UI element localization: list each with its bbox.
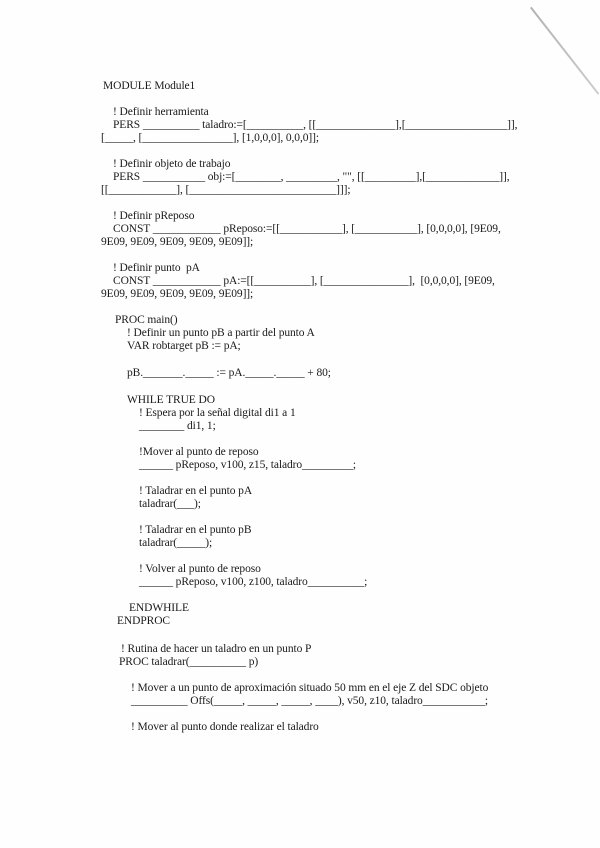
code-line: ! Mover a un punto de aproximación situado 50 mm en el eje Z del SDC objeto: [131, 682, 489, 694]
code-line: ! Espera por la señal digital di1 a 1: [139, 407, 296, 419]
code-line: WHILE TRUE DO: [127, 394, 215, 406]
code-line: PERS __________ taladro:=[__________, [[______________],[__________________]],: [113, 119, 518, 131]
code-line: taladrar(___);: [139, 498, 201, 510]
code-line: MODULE Module1: [103, 80, 196, 92]
code-line: CONST ____________ pA:=[[__________], [_______________], [0,0,0,0], [9E09,: [113, 275, 495, 287]
code-line: 9E09, 9E09, 9E09, 9E09, 9E09]];: [101, 288, 254, 300]
code-line: ! Mover al punto donde realizar el taladro: [131, 721, 319, 733]
code-line: PROC taladrar(__________ p): [119, 656, 259, 668]
code-line: ! Definir herramienta: [113, 106, 209, 118]
code-line: ! Taladrar en el punto pA: [139, 485, 253, 497]
code-line: __________ Offs(_____, _____, _____, ____), v50, z10, taladro___________;: [131, 695, 488, 707]
code-line: pB._______._____ := pA._____._____ + 80;: [127, 367, 331, 379]
code-line: ______ pReposo, v100, z100, taladro__________;: [139, 576, 368, 588]
code-line: ! Definir objeto de trabajo: [113, 158, 231, 170]
code-line: taladrar(_____);: [139, 537, 213, 549]
code-line: VAR robtarget pB := pA;: [127, 340, 241, 352]
code-line: !Mover al punto de reposo: [139, 446, 259, 458]
scan-pen-mark: [530, 7, 599, 95]
code-line: ! Definir un punto pB a partir del punto A: [127, 327, 315, 339]
code-line: PERS ___________ obj:=[________, _________, "", [[_________],[_____________]],: [113, 171, 510, 183]
code-line: PROC main(): [115, 314, 178, 326]
code-line: ! Taladrar en el punto pB: [139, 524, 252, 536]
code-line: ! Rutina de hacer un taladro en un punto P: [121, 643, 312, 655]
code-line: 9E09, 9E09, 9E09, 9E09, 9E09]];: [101, 236, 254, 248]
code-line: [[____________], [__________________________]]];: [101, 184, 351, 196]
code-line: ________ di1, 1;: [139, 420, 216, 432]
code-line: ENDPROC: [117, 615, 170, 627]
code-line: ENDWHILE: [129, 602, 189, 614]
code-line: CONST ____________ pReposo:=[[___________], [___________], [0,0,0,0], [9E09,: [113, 223, 501, 235]
code-line: [_____, [________________], [1,0,0,0], 0,0,0]];: [101, 132, 319, 144]
code-line: ! Definir pReposo: [113, 210, 195, 222]
code-line: ! Definir punto pA: [113, 262, 200, 274]
code-line: ! Volver al punto de reposo: [139, 563, 261, 575]
code-line: ______ pReposo, v100, z15, taladro_________;: [139, 459, 356, 471]
